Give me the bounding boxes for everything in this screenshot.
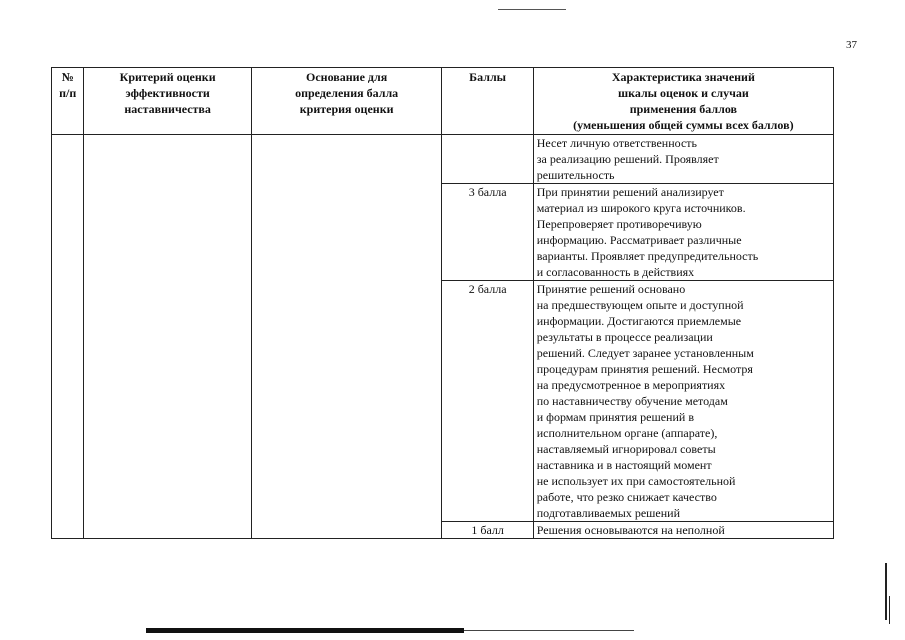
characteristic-cell: Несет личную ответственность за реализацию решений. Проявляет решительность	[533, 135, 833, 184]
cell-criterion	[84, 135, 251, 539]
margin-mark	[889, 596, 890, 624]
characteristic-cell: При принятии решений анализирует материал из широкого круга источников. Перепроверяет противоречивую информацию. Рассматривает различные варианты. Проявляет предупредительность и согласованность в действиях	[533, 184, 833, 281]
table-header-row	[52, 68, 834, 135]
top-rule	[498, 9, 566, 10]
bottom-rule	[464, 630, 634, 631]
page-number: 37	[846, 39, 857, 51]
characteristic-cell: Решения основываются на неполной	[533, 522, 833, 539]
header-characteristic: Характеристика значений шкалы оценок и случаи применения баллов (уменьшения общей суммы всех баллов)	[533, 68, 833, 135]
score-cell: 3 балла	[442, 184, 533, 281]
characteristic-cell: Принятие решений основано на предшествующем опыте и доступной информации. Достигаются приемлемые результаты в процессе реализации решений. Следует заранее установленным процедурам принятия решений. Несмотря на предусмотренное в мероприятиях по наставничеству обучение методам и формам принятия решений в исполнительном органе (аппарате), наставляемый игнорировал советы наставника и в настоящий момент не использует их при самостоятельной работе, что резко снижает качество подготавливаемых решений	[533, 281, 833, 522]
score-cell: 2 балла	[442, 281, 533, 522]
score-cell	[442, 135, 533, 184]
cell-number	[52, 135, 84, 539]
header-score: Баллы	[442, 68, 533, 135]
bottom-rule	[146, 628, 464, 633]
table-row	[52, 135, 834, 184]
criteria-table	[51, 67, 834, 539]
cell-basis	[251, 135, 442, 539]
header-criterion: Критерий оценки эффективности наставничества	[84, 68, 251, 135]
header-number: № п/п	[52, 68, 84, 135]
score-cell: 1 балл	[442, 522, 533, 539]
header-basis: Основание для определения балла критерия оценки	[251, 68, 442, 135]
margin-mark	[885, 563, 887, 620]
